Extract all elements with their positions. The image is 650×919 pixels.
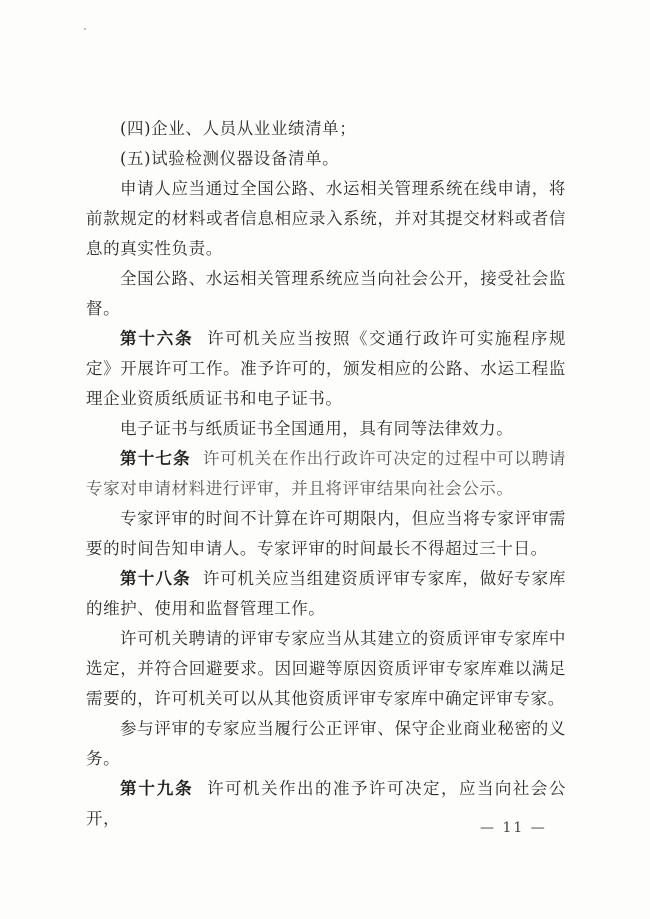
paragraph-text: 参与评审的专家应当履行公正评审、保守企业商业秘密的义务。 xyxy=(86,719,566,768)
article-17 xyxy=(86,444,566,504)
paragraph-public-supervision xyxy=(86,264,566,324)
paragraph-text: 许可机关应当按照《交通行政许可实施程序规定》开展许可工作。准予许可的，颁发相应的公路、水运工程监理企业资质纸质证书和电子证书。 xyxy=(86,329,567,408)
article-label: 第十七条 xyxy=(120,449,191,468)
paragraph-text: (四)企业、人员从业业绩清单； xyxy=(120,119,357,138)
page-number: — 11 — xyxy=(480,820,547,836)
article-label: 第十八条 xyxy=(120,569,191,588)
paragraph-item-4 xyxy=(86,114,566,144)
article-label: 第十六条 xyxy=(120,329,194,348)
paragraph-expert-duty xyxy=(86,714,566,774)
paragraph-text: 申请人应当通过全国公路、水运相关管理系统在线申请，将前款规定的材料或者信息相应录入系统，并对其提交材料或者信息的真实性负责。 xyxy=(86,179,566,258)
scan-speck xyxy=(84,28,86,30)
paragraph-electronic-certificate xyxy=(86,414,566,444)
paragraph-text: 全国公路、水运相关管理系统应当向社会公开，接受社会监督。 xyxy=(86,269,566,318)
paragraph-text: 专家评审的时间不计算在许可期限内，但应当将专家评审需要的时间告知申请人。专家评审的时间最长不得超过三十日。 xyxy=(86,509,566,558)
paragraph-expert-review-time xyxy=(86,504,566,564)
paragraph-text: 许可机关聘请的评审专家应当从其建立的资质评审专家库中选定，并符合回避要求。因回避等原因资质评审专家库难以满足需要的，许可机关可以从其他资质评审专家库中确定评审专家。 xyxy=(86,629,566,708)
article-16 xyxy=(86,324,566,414)
paragraph-online-application xyxy=(86,174,566,264)
paragraph-expert-selection xyxy=(86,624,566,714)
article-18 xyxy=(86,564,566,624)
paragraph-text: (五)试验检测仪器设备清单。 xyxy=(120,149,340,168)
paragraph-item-5 xyxy=(86,144,566,174)
paragraph-text: 许可机关作出的准予许可决定，应当向社会公开， xyxy=(86,779,567,828)
paragraph-text: 电子证书与纸质证书全国通用，具有同等法律效力。 xyxy=(120,419,514,438)
paragraph-text: 许可机关在作出行政许可决定的过程中可以聘请专家对申请材料进行评审，并且将评审结果向社会公示。 xyxy=(86,449,566,498)
paragraph-text: 许可机关应当组建资质评审专家库，做好专家库的维护、使用和监督管理工作。 xyxy=(86,569,566,618)
article-label: 第十九条 xyxy=(120,779,194,798)
